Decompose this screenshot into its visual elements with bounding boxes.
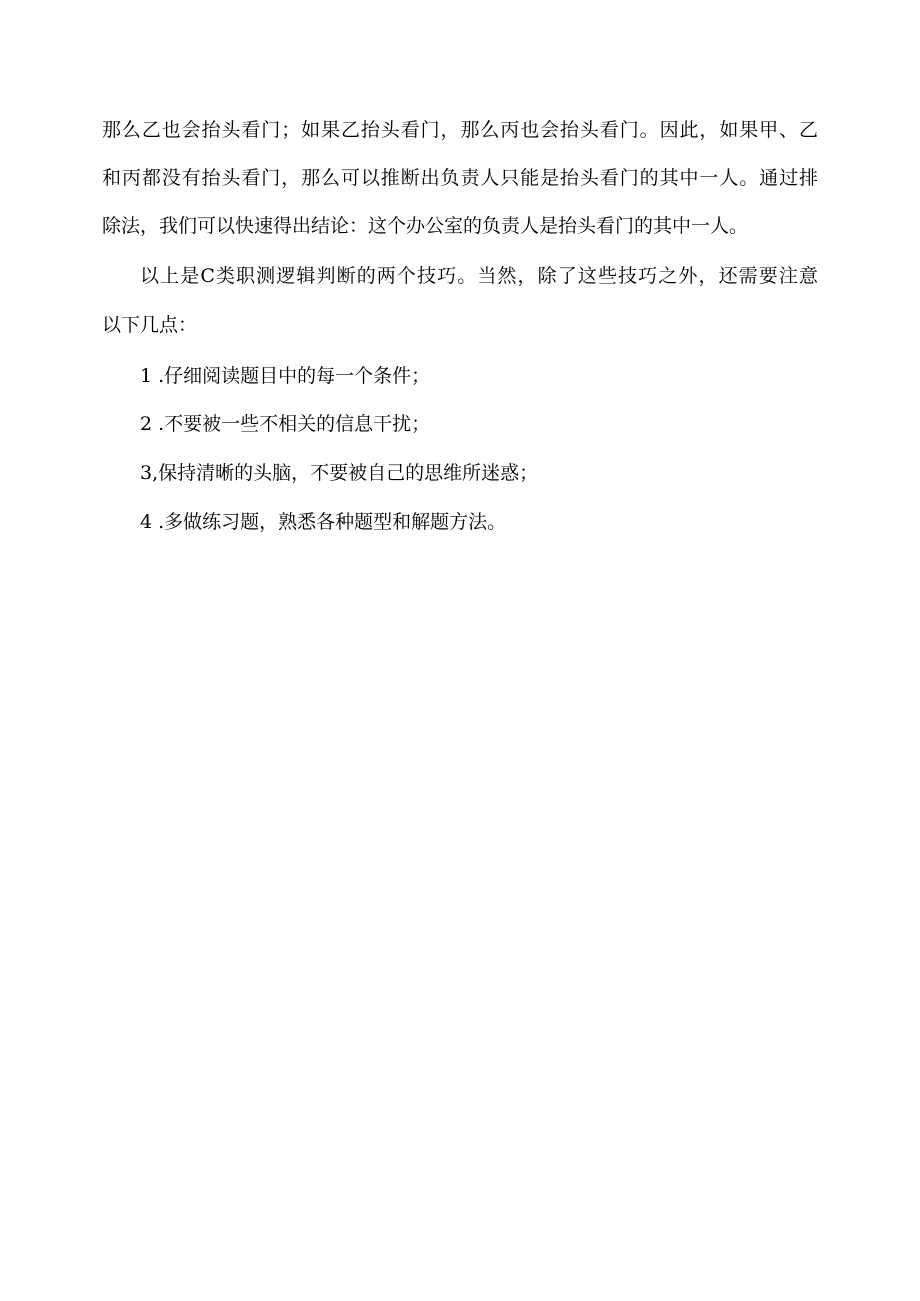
list-item-1: 1 .仔细阅读题目中的每一个条件；	[140, 365, 431, 387]
paragraph-1-line-1: 那么乙也会抬头看门；如果乙抬头看门，那么丙也会抬头看门。因此，如果甲、乙	[102, 119, 818, 141]
paragraph-2-line-2: 以下几点：	[102, 314, 198, 336]
list-item-4: 4 .多做练习题，熟悉各种题型和解题方法。	[140, 511, 507, 533]
paragraph-2-line-1: 以上是C类职测逻辑判断的两个技巧。当然，除了这些技巧之外，还需要注意	[140, 265, 818, 287]
list-item-2: 2 .不要被一些不相关的信息干扰；	[140, 413, 431, 435]
list-item-3: 3,保持清晰的头脑，不要被自己的思维所迷惑；	[140, 462, 539, 484]
paragraph-1-line-2: 和丙都没有抬头看门，那么可以推断出负责人只能是抬头看门的其中一人。通过排	[102, 167, 818, 189]
paragraph-1-line-3: 除法，我们可以快速得出结论：这个办公室的负责人是抬头看门的其中一人。	[102, 215, 749, 237]
